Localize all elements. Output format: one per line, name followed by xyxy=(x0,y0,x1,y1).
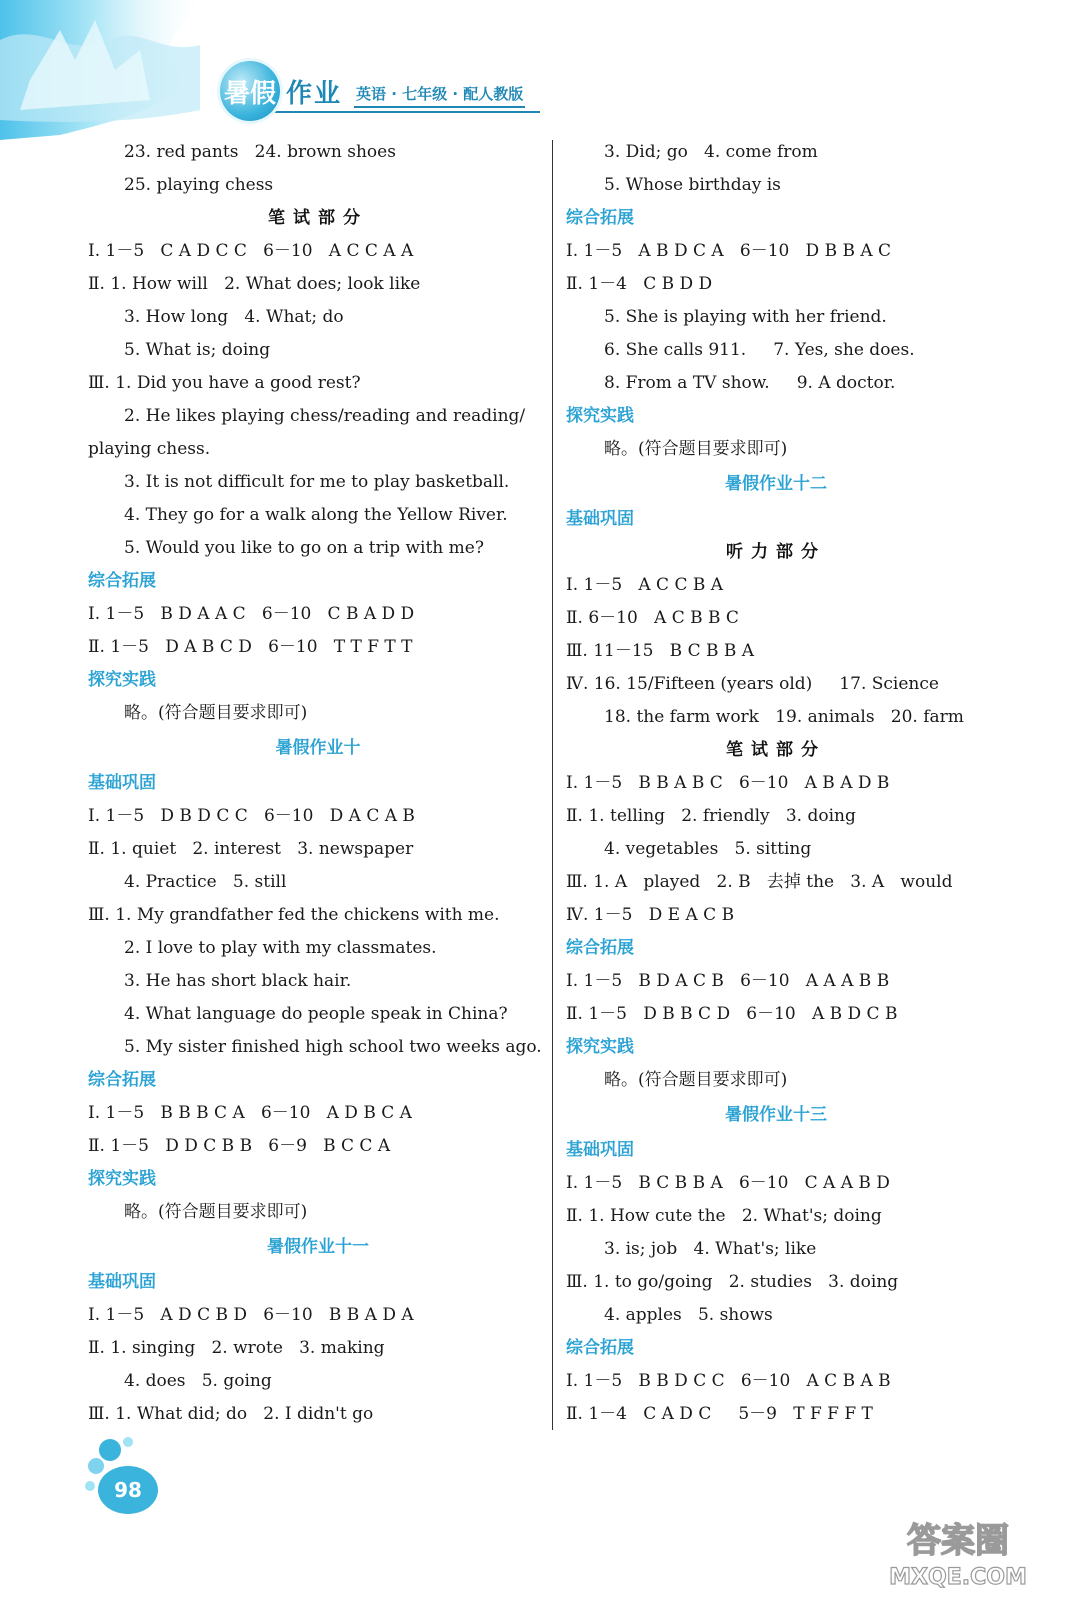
answer-line: 6. She calls 911. 7. Yes, she does. xyxy=(604,340,915,360)
answer-line: Ⅲ. 1. Did you have a good rest? xyxy=(88,373,361,393)
answer-line: Ⅰ. 1－5 B D A C B 6－10 A A A B B xyxy=(566,971,890,991)
header-title xyxy=(220,66,525,116)
answer-line: 3. Did; go 4. come from xyxy=(604,142,818,162)
answer-line: Ⅲ. 1. My grandfather fed the chickens with me. xyxy=(88,905,500,925)
column-divider xyxy=(552,140,553,1430)
answer-line: Ⅱ. 1. How cute the 2. What's; doing xyxy=(566,1206,882,1226)
section-label-extension: 综合拓展 xyxy=(88,571,156,591)
unit-title: 暑假作业十三 xyxy=(725,1105,827,1125)
unit-title: 暑假作业十 xyxy=(275,738,361,758)
answer-line: Ⅰ. 1－5 B D A A C 6－10 C B A D D xyxy=(88,604,415,624)
answer-line: 略。(符合题目要求即可) xyxy=(604,1070,788,1090)
logo-text: 暑假 xyxy=(223,78,276,109)
answer-line: 3. is; job 4. What's; like xyxy=(604,1239,817,1259)
answer-line: Ⅰ. 1－5 B B A B C 6－10 A B A D B xyxy=(566,773,890,793)
section-label-practice: 探究实践 xyxy=(566,406,634,426)
answer-line: 18. the farm work 19. animals 20. farm xyxy=(604,707,964,727)
answer-line: 3. He has short black hair. xyxy=(124,971,352,991)
answer-line: 4. Practice 5. still xyxy=(124,872,287,892)
subject-label: 英语 · 七年级 · 配人教版 xyxy=(354,83,525,108)
answer-line: Ⅱ. 1. How will 2. What does; look like xyxy=(88,274,421,294)
left-column xyxy=(88,136,548,1431)
answer-line: 8. From a TV show. 9. A doctor. xyxy=(604,373,896,393)
answer-line: 2. I love to play with my classmates. xyxy=(124,938,437,958)
answer-line: Ⅱ. 1－5 D A B C D 6－10 T T F T T xyxy=(88,637,413,657)
watermark-logo xyxy=(863,1512,1053,1592)
answer-line: 5. Whose birthday is xyxy=(604,175,781,195)
answer-line: Ⅱ. 1. telling 2. friendly 3. doing xyxy=(566,806,856,826)
answer-line: Ⅱ. 6－10 A C B B C xyxy=(566,608,739,628)
answer-line: Ⅰ. 1－5 B C B B A 6－10 C A A B D xyxy=(566,1173,890,1193)
answer-line: 略。(符合题目要求即可) xyxy=(124,1202,308,1222)
answer-line: Ⅰ. 1－5 D B D C C 6－10 D A C A B xyxy=(88,806,415,826)
unit-title: 暑假作业十一 xyxy=(267,1237,369,1257)
answer-line: Ⅱ. 1－5 D B B C D 6－10 A B D C B xyxy=(566,1004,898,1024)
logo-badge xyxy=(220,61,280,121)
answer-line: 略。(符合题目要求即可) xyxy=(604,439,788,459)
answer-line: Ⅱ. 1－4 C A D C 5－9 T F F F T xyxy=(566,1404,873,1424)
answer-line: Ⅳ. 1－5 D E A C B xyxy=(566,905,735,925)
answer-line: 4. They go for a walk along the Yellow River. xyxy=(124,505,508,525)
right-column xyxy=(566,136,986,1431)
page-number: 98 xyxy=(98,1466,158,1514)
answer-line: Ⅱ. 1. quiet 2. interest 3. newspaper xyxy=(88,839,414,859)
answer-line: Ⅲ. 11－15 B C B B A xyxy=(566,641,755,661)
section-label-basics: 基础巩固 xyxy=(88,1272,156,1292)
section-label-extension: 综合拓展 xyxy=(566,1338,634,1358)
section-label-practice: 探究实践 xyxy=(88,1169,156,1189)
answer-line: Ⅰ. 1－5 B B D C C 6－10 A C B A B xyxy=(566,1371,891,1391)
answer-line: 23. red pants 24. brown shoes xyxy=(124,142,396,162)
answer-line: 25. playing chess xyxy=(124,175,274,195)
section-label-extension: 综合拓展 xyxy=(88,1070,156,1090)
svg-text:MXQE.COM: MXQE.COM xyxy=(889,1565,1027,1590)
answer-line: Ⅰ. 1－5 A C C B A xyxy=(566,575,724,595)
answer-line: Ⅲ. 1. A played 2. B 去掉 the 3. A would xyxy=(566,872,953,892)
section-label-extension: 综合拓展 xyxy=(566,938,634,958)
answer-line: 3. It is not difficult for me to play basketball. xyxy=(124,472,510,492)
answer-line: 5. My sister finished high school two weeks ago. xyxy=(124,1037,542,1057)
logo-word: 作业 xyxy=(286,78,343,109)
answer-line: playing chess. xyxy=(88,439,211,459)
answer-line: 5. What is; doing xyxy=(124,340,271,360)
section-title-written: 笔试部分 xyxy=(726,740,826,760)
answer-line: 5. She is playing with her friend. xyxy=(604,307,887,327)
answer-line: 4. apples 5. shows xyxy=(604,1305,773,1325)
section-label-practice: 探究实践 xyxy=(88,670,156,690)
answer-line: 4. vegetables 5. sitting xyxy=(604,839,812,859)
answer-line: 4. What language do people speak in China? xyxy=(124,1004,508,1024)
answer-line: 略。(符合题目要求即可) xyxy=(124,703,308,723)
answer-line: Ⅱ. 1－5 D D C B B 6－9 B C C A xyxy=(88,1136,391,1156)
section-title-listening: 听力部分 xyxy=(726,542,826,562)
unit-title: 暑假作业十二 xyxy=(725,474,827,494)
section-label-basics: 基础巩固 xyxy=(88,773,156,793)
section-label-basics: 基础巩固 xyxy=(566,509,634,529)
answer-line: Ⅱ. 1－4 C B D D xyxy=(566,274,713,294)
answer-line: 2. He likes playing chess/reading and reading/ xyxy=(124,406,526,426)
section-label-practice: 探究实践 xyxy=(566,1037,634,1057)
answer-line: Ⅲ. 1. to go/going 2. studies 3. doing xyxy=(566,1272,899,1292)
answer-line: Ⅳ. 16. 15/Fifteen (years old) 17. Science xyxy=(566,674,939,694)
answer-line: 5. Would you like to go on a trip with me? xyxy=(124,538,484,558)
section-label-basics: 基础巩固 xyxy=(566,1140,634,1160)
answer-line: Ⅲ. 1. What did; do 2. I didn't go xyxy=(88,1404,374,1424)
answer-line: Ⅰ. 1－5 A D C B D 6－10 B B A D A xyxy=(88,1305,414,1325)
answer-line: Ⅰ. 1－5 B B B C A 6－10 A D B C A xyxy=(88,1103,412,1123)
section-label-extension: 综合拓展 xyxy=(566,208,634,228)
answer-line: Ⅰ. 1－5 C A D C C 6－10 A C C A A xyxy=(88,241,414,261)
answer-line: 4. does 5. going xyxy=(124,1371,272,1391)
section-title-written: 笔试部分 xyxy=(268,208,368,228)
answer-line: Ⅱ. 1. singing 2. wrote 3. making xyxy=(88,1338,385,1358)
svg-text:答案圈: 答案圈 xyxy=(907,1521,1009,1561)
answer-line: Ⅰ. 1－5 A B D C A 6－10 D B B A C xyxy=(566,241,892,261)
answer-line: 3. How long 4. What; do xyxy=(124,307,344,327)
